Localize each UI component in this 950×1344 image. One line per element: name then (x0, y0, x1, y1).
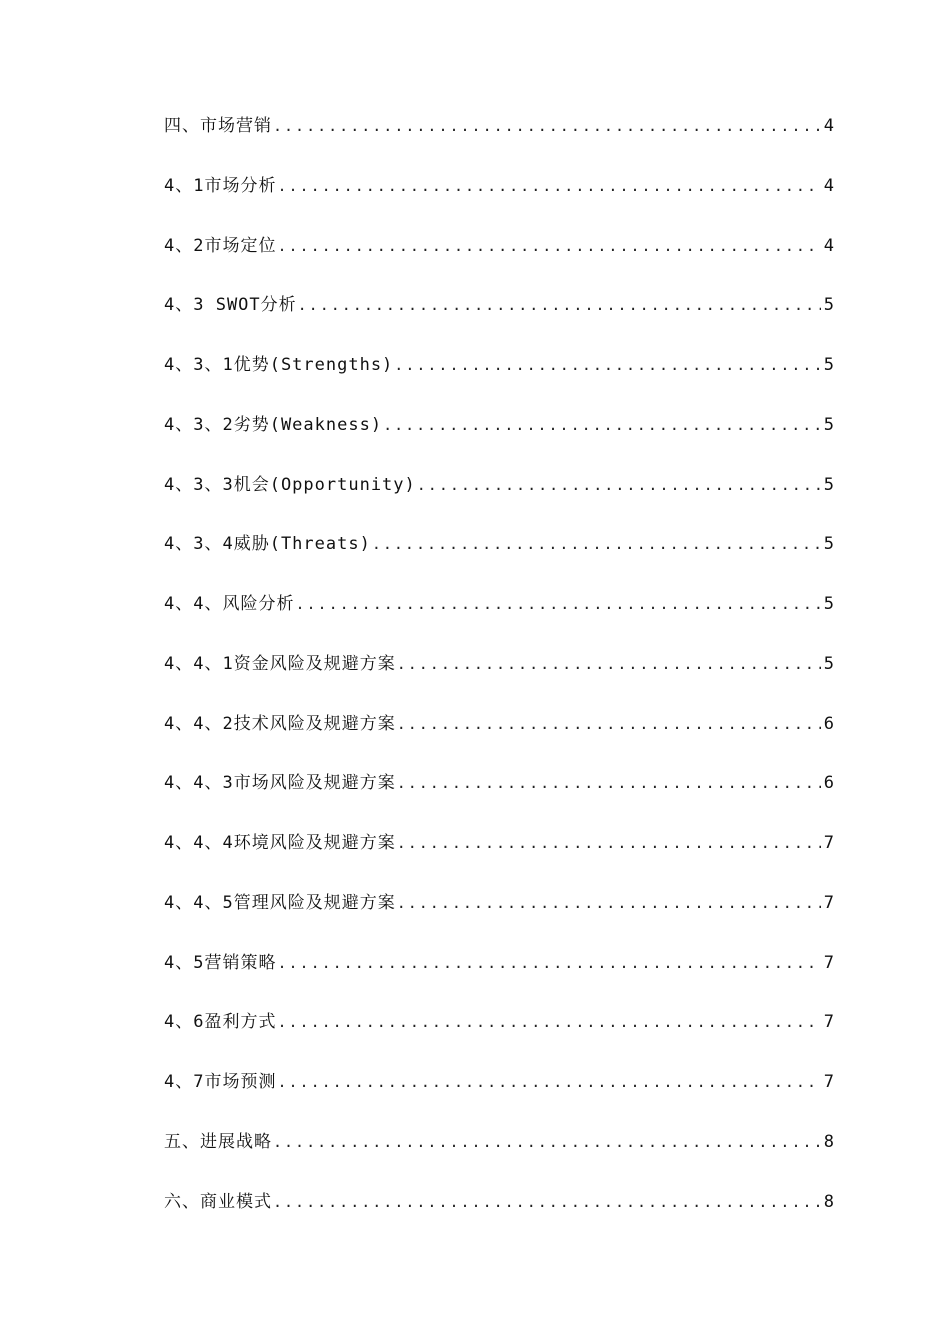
toc-entry (164, 825, 834, 885)
toc-entry (164, 646, 834, 706)
toc-entry (164, 526, 834, 586)
dot-leader (417, 467, 821, 503)
toc-entry (164, 586, 834, 646)
toc-entry-page: 7 (823, 892, 834, 913)
toc-entry-title: 4、4、风险分析 (164, 594, 295, 614)
toc-entry-page: 8 (823, 1131, 834, 1152)
toc-entry-page: 5 (823, 653, 834, 674)
toc-entry-page: 4 (823, 235, 834, 256)
toc-entry (164, 885, 834, 945)
toc-entry-title: 4、4、3市场风险及规避方案 (164, 773, 396, 794)
toc-entry-title: 4、1市场分析 (164, 175, 277, 196)
toc-entry-page: 7 (823, 1072, 834, 1092)
toc-entry-title: 4、3、1优势(Strengths) (164, 355, 394, 375)
dot-leader (277, 1064, 820, 1100)
toc-entry-page: 5 (823, 594, 834, 614)
toc-entry-title: 五、进展战略 (164, 1131, 272, 1152)
dot-leader (298, 287, 821, 323)
toc-entry-page: 5 (823, 534, 834, 555)
toc-entry-title: 4、4、4环境风险及规避方案 (164, 833, 396, 853)
dot-leader (397, 646, 821, 682)
dot-leader (295, 586, 820, 622)
toc-entry (164, 467, 834, 527)
dot-leader (394, 347, 820, 383)
toc-entry-title: 4、4、1资金风险及规避方案 (164, 653, 396, 674)
toc-entry (164, 1184, 834, 1244)
dot-leader (277, 1004, 820, 1040)
toc-entry-title: 4、4、2技术风险及规避方案 (164, 713, 396, 734)
toc-entry (164, 765, 834, 825)
toc-entry-page: 8 (823, 1191, 834, 1212)
toc-entry-page: 5 (823, 295, 834, 316)
toc-entry-page: 7 (823, 1012, 834, 1033)
toc-entry-title: 4、3、3机会(Opportunity) (164, 474, 416, 495)
toc-entry (164, 1004, 834, 1064)
dot-leader (397, 765, 821, 801)
table-of-contents (164, 108, 834, 1243)
toc-entry (164, 1064, 834, 1124)
toc-entry-page: 7 (823, 952, 834, 973)
toc-entry (164, 706, 834, 766)
toc-entry (164, 347, 834, 407)
toc-entry-title: 4、6盈利方式 (164, 1012, 277, 1033)
toc-entry-page: 6 (823, 773, 834, 794)
toc-entry-title: 4、5营销策略 (164, 952, 277, 973)
toc-entry-title: 4、3、4威胁(Threats) (164, 534, 371, 555)
dot-leader (273, 108, 821, 144)
dot-leader (273, 1124, 821, 1160)
toc-entry (164, 168, 834, 228)
dot-leader (397, 885, 821, 921)
toc-entry (164, 407, 834, 467)
toc-entry-page: 6 (823, 713, 834, 734)
toc-entry (164, 228, 834, 288)
toc-entry-page: 7 (823, 833, 834, 853)
dot-leader (397, 706, 821, 742)
toc-entry (164, 108, 834, 168)
toc-entry-title: 六、商业模式 (164, 1191, 272, 1212)
toc-entry-page: 5 (823, 474, 834, 495)
dot-leader (273, 1184, 821, 1220)
toc-entry-page: 5 (823, 414, 834, 435)
toc-entry-page: 4 (823, 116, 834, 136)
dot-leader (277, 168, 820, 204)
toc-entry-title: 四、市场营销 (164, 116, 272, 136)
dot-leader (372, 526, 821, 562)
toc-entry-title: 4、3、2劣势(Weakness) (164, 414, 383, 435)
dot-leader (383, 407, 821, 443)
toc-entry (164, 1124, 834, 1184)
toc-entry-page: 4 (823, 175, 834, 196)
toc-entry (164, 945, 834, 1005)
toc-entry-title: 4、2市场定位 (164, 235, 277, 256)
toc-entry-title: 4、7市场预测 (164, 1072, 277, 1092)
dot-leader (397, 825, 821, 861)
toc-entry-title: 4、4、5管理风险及规避方案 (164, 892, 396, 913)
toc-entry-title: 4、3 SWOT分析 (164, 295, 297, 316)
dot-leader (277, 945, 820, 981)
toc-entry (164, 287, 834, 347)
dot-leader (277, 228, 820, 264)
toc-entry-page: 5 (823, 355, 834, 375)
